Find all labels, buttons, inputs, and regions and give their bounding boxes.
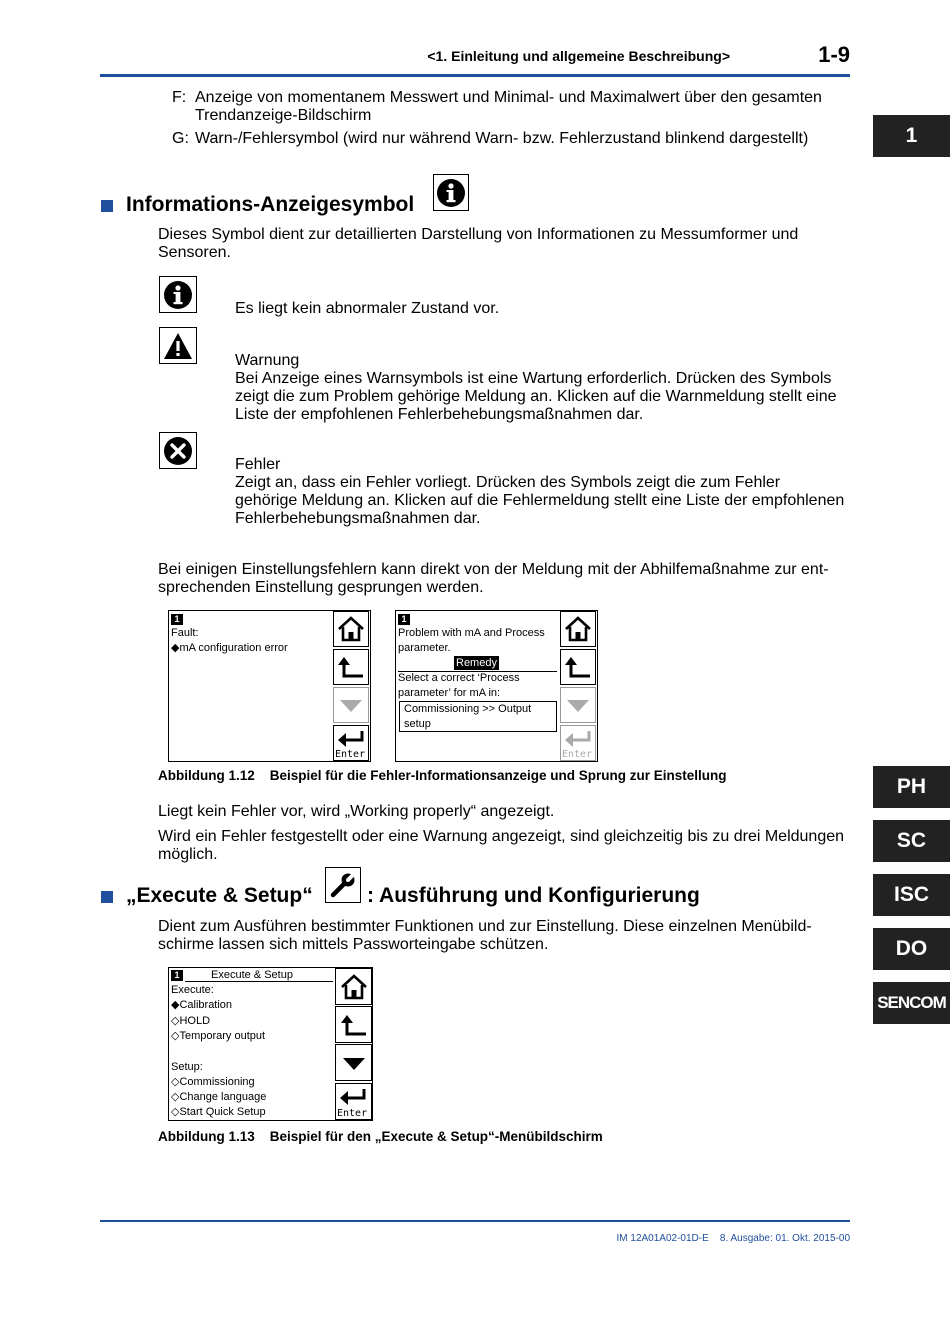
list-item-f-line2: Trendanzeige-Bildschirm bbox=[195, 107, 372, 124]
remedy-line2: parameter’ for mA in: bbox=[398, 687, 501, 699]
figure-1-13-caption: Abbildung 1.13 Beispiel für den „Execute & Setup“-Menübildschirm bbox=[158, 1129, 603, 1144]
error-icon bbox=[163, 436, 193, 466]
back-button[interactable] bbox=[335, 1006, 372, 1043]
home-button[interactable] bbox=[335, 968, 372, 1005]
info-desc-line1: Dieses Symbol dient zur detaillierten Darstellung von Informationen zu Messumformer und bbox=[158, 226, 799, 243]
section-bullet bbox=[101, 891, 113, 903]
wrench-icon bbox=[329, 871, 357, 899]
return-arrow-icon bbox=[339, 1011, 369, 1039]
section-title-exec: „Execute & Setup“ bbox=[126, 884, 313, 907]
figure-1-12-caption: Abbildung 1.12 Beispiel für die Fehler-Informationsanzeige und Sprung zur Einstellung bbox=[158, 768, 727, 783]
info-icon bbox=[163, 280, 193, 310]
menu-item-commissioning[interactable]: ◇Commissioning bbox=[171, 1076, 255, 1088]
error-icon-box bbox=[159, 432, 197, 469]
back-button[interactable] bbox=[333, 649, 369, 685]
fault-message[interactable]: ◆mA configuration error bbox=[171, 642, 288, 654]
enter-icon bbox=[338, 1087, 368, 1107]
home-button[interactable] bbox=[333, 611, 369, 647]
menu-item-calibration[interactable]: ◆Calibration bbox=[171, 999, 233, 1011]
after-fig-line2: Wird ein Fehler festgestellt oder eine Warnung angezeigt, sind gleichzeitig bis zu drei Meldungen bbox=[158, 828, 845, 845]
screen-execute-setup bbox=[168, 967, 373, 1121]
down-triangle-icon bbox=[336, 691, 366, 719]
home-icon bbox=[336, 615, 366, 643]
remedy-line1: Select a correct ‘Process bbox=[398, 672, 520, 684]
home-icon bbox=[339, 973, 369, 1001]
list-item-f-line1: Anzeige von momentanem Messwert und Minimal- und Maximalwert über den gesamten bbox=[195, 89, 822, 106]
side-tab-isc[interactable]: ISC bbox=[873, 874, 950, 916]
jump-link-box[interactable] bbox=[399, 701, 557, 732]
warning-icon bbox=[162, 331, 194, 361]
footer-text bbox=[560, 1233, 850, 1244]
normal-text: Es liegt kein abnormaler Zustand vor. bbox=[235, 300, 500, 317]
side-tab-sc[interactable]: SC bbox=[873, 820, 950, 862]
error-title: Fehler bbox=[235, 456, 281, 473]
list-key-f: F: bbox=[172, 89, 187, 106]
side-tab-chapter[interactable]: 1 bbox=[873, 115, 950, 157]
warning-title: Warnung bbox=[235, 352, 300, 369]
screen-number-badge: 1 bbox=[171, 614, 183, 625]
menu-item-temporary-output[interactable]: ◇Temporary output bbox=[171, 1030, 266, 1042]
page-number: 1-9 bbox=[818, 42, 850, 67]
enter-icon bbox=[336, 729, 366, 749]
down-triangle-icon bbox=[339, 1049, 369, 1077]
home-icon bbox=[563, 615, 593, 643]
jump-link-line2: setup bbox=[404, 718, 431, 730]
warning-line1: Bei Anzeige eines Warnsymbols ist eine Wartung erforderlich. Drücken des Symbols bbox=[235, 370, 832, 387]
section-title-exec-desc: : Ausführung und Konfigurierung bbox=[367, 884, 700, 907]
enter-label: Enter bbox=[335, 749, 366, 760]
after-fig-line1: Liegt kein Fehler vor, wird „Working properly“ angezeigt. bbox=[158, 803, 555, 820]
normal-icon-box bbox=[159, 276, 197, 313]
home-button[interactable] bbox=[560, 611, 596, 647]
return-arrow-icon bbox=[563, 653, 593, 681]
menu-item-start-quick-setup[interactable]: ◇Start Quick Setup bbox=[171, 1106, 266, 1118]
after-fig-line3: möglich. bbox=[158, 846, 218, 863]
chapter-title: <1. Einleitung und allgemeine Beschreibung> bbox=[427, 48, 730, 64]
header-rule bbox=[100, 74, 850, 77]
error-line2: gehörige Meldung an. Klicken auf die Fehlermeldung stellt eine Liste der empfohlenen bbox=[235, 492, 845, 509]
screen-number-badge: 1 bbox=[398, 614, 410, 625]
screen-title: Execute & Setup bbox=[211, 969, 293, 981]
screen-number-badge: 1 bbox=[171, 970, 183, 981]
title-rule bbox=[185, 981, 333, 982]
problem-line1: Problem with mA and Process bbox=[398, 627, 545, 639]
jump-link-line1: Commissioning >> Output bbox=[404, 703, 532, 715]
exec-desc-line2: schirme lassen sich mittels Passworteingabe schützen. bbox=[158, 936, 549, 953]
return-arrow-icon bbox=[336, 653, 366, 681]
enter-label: Enter bbox=[337, 1108, 368, 1119]
menu-item-change-language[interactable]: ◇Change language bbox=[171, 1091, 267, 1103]
info-desc-line2: Sensoren. bbox=[158, 244, 231, 261]
fault-label: Fault: bbox=[171, 627, 199, 639]
jump-line1: Bei einigen Einstellungsfehlern kann direkt von der Meldung mit der Abhilfemaßnahme zur ent- bbox=[158, 561, 829, 578]
error-line3: Fehlerbehebungsmaßnahmen dar. bbox=[235, 510, 481, 527]
screen-fault bbox=[168, 610, 371, 762]
warning-line2: zeigt die zum Problem gehörige Meldung an. Klicken auf die Warnmeldung stellt eine bbox=[235, 388, 837, 405]
scroll-down-button[interactable] bbox=[560, 687, 596, 723]
list-key-g: G: bbox=[172, 130, 189, 147]
menu-heading-execute: Execute: bbox=[171, 984, 214, 996]
scroll-down-button[interactable] bbox=[333, 687, 369, 723]
error-line1: Zeigt an, dass ein Fehler vorliegt. Drücken des Symbols zeigt die zum Fehler bbox=[235, 474, 781, 491]
footer-doc-id: IM 12A01A02-01D-E bbox=[616, 1233, 709, 1244]
warning-line3: Liste der empfohlenen Fehlerbehebungsmaßnahmen dar. bbox=[235, 406, 644, 423]
list-item-g-line1: Warn-/Fehlersymbol (wird nur während Warn- bzw. Fehlerzustand blinkend dargestellt) bbox=[195, 130, 809, 147]
screen-remedy bbox=[395, 610, 598, 762]
enter-button[interactable] bbox=[333, 725, 369, 761]
wrench-icon-box bbox=[325, 867, 361, 903]
menu-item-hold[interactable]: ◇HOLD bbox=[171, 1015, 211, 1027]
menu-heading-setup: Setup: bbox=[171, 1061, 203, 1073]
jump-line2: sprechenden Einstellung gesprungen werden. bbox=[158, 579, 484, 596]
warning-icon-box bbox=[159, 327, 197, 364]
down-triangle-icon bbox=[563, 691, 593, 719]
footer-edition: 8. Ausgabe: 01. Okt. 2015-00 bbox=[719, 1233, 850, 1244]
side-tab-ph[interactable]: PH bbox=[873, 766, 950, 808]
info-icon bbox=[436, 178, 466, 208]
remedy-label: Remedy bbox=[456, 657, 497, 669]
back-button[interactable] bbox=[560, 649, 596, 685]
side-tab-do[interactable]: DO bbox=[873, 928, 950, 970]
side-tab-sencom[interactable]: SENCOM bbox=[873, 982, 950, 1024]
scroll-down-button[interactable] bbox=[335, 1044, 372, 1081]
info-icon-box bbox=[433, 174, 469, 211]
enter-label: Enter bbox=[562, 749, 593, 760]
exec-desc-line1: Dient zum Ausführen bestimmter Funktionen und zur Einstellung. Diese einzelnen Menübild- bbox=[158, 918, 812, 935]
section-title-info: Informations-Anzeigesymbol bbox=[126, 193, 415, 216]
problem-line2: parameter. bbox=[398, 642, 451, 654]
section-bullet bbox=[101, 200, 113, 212]
enter-button[interactable] bbox=[335, 1083, 372, 1120]
enter-icon bbox=[563, 729, 593, 749]
footer-rule bbox=[100, 1220, 850, 1222]
enter-button[interactable] bbox=[560, 725, 596, 761]
